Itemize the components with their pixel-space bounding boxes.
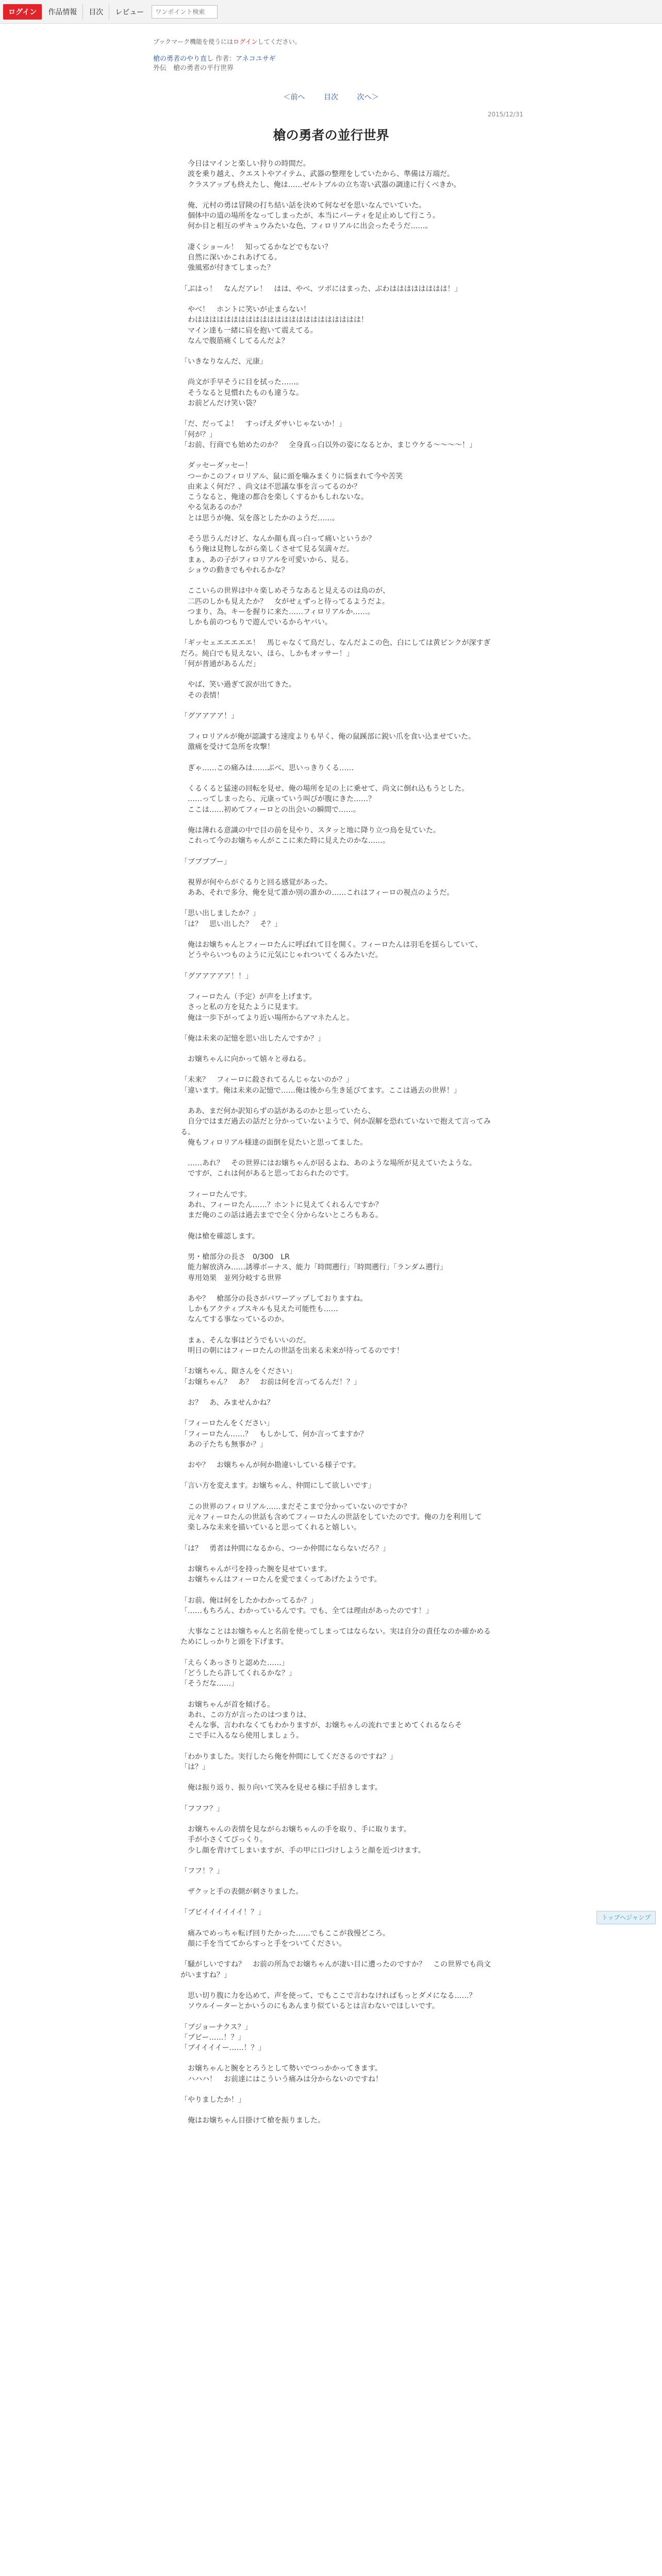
body-paragraph: 「フィーロたん……？ もしかして、何か言ってますか？ [180, 1430, 368, 1438]
body-paragraph: 俺は振り返り、振り向いて笑みを見せる様に手招きします。 [180, 1784, 382, 1792]
body-paragraph: 「えらくあっさりと認めた……」 [180, 1658, 289, 1667]
body-paragraph: 個体中の道の場所をなってしまったが、本当にパーティを足止めして行こう。 [180, 212, 440, 221]
body-paragraph [180, 1741, 498, 1752]
body-paragraph: どうやらいつものように元気にじゃれついてくるみたいだ。 [180, 951, 383, 960]
body-paragraph: 「そうだな……」 [180, 1680, 238, 1688]
body-paragraph: もう俺は見物しながら楽しくさせて見る気満々だ。 [180, 545, 354, 554]
body-paragraph: 顔に手を当ててからすっと手をついてください。 [180, 1940, 346, 1948]
body-paragraph [180, 867, 498, 877]
body-paragraph: 「思い出しましたか？」 [180, 909, 260, 918]
body-paragraph: フィロリアルが俺が認識する速度よりも早く、俺の鼠蹊部に鋭い爪を食い込ませていた。 [180, 733, 476, 741]
body-paragraph [180, 1492, 498, 1502]
body-paragraph [180, 274, 498, 284]
nav-link-toc[interactable]: 目次 [82, 4, 109, 20]
body-paragraph: 「は？ 思い出した？ そ？」 [180, 920, 282, 928]
body-paragraph: これって今のお嬢ちゃんがここに来た時に見えたのかな……。 [180, 837, 390, 845]
body-paragraph: 専用効果 並列分岐する世界 [180, 1274, 282, 1282]
body-paragraph [180, 1554, 498, 1564]
body-paragraph [180, 1283, 498, 1294]
body-paragraph [180, 1793, 498, 1804]
body-paragraph: しかも前のつもりで遊んでいるからヤバい。 [180, 618, 332, 627]
body-paragraph [180, 1044, 498, 1054]
body-paragraph: 大事なことはお嬢ちゃんと名前を使ってしまってはならない。実は自分の責任なのか確かめるためにしっかりと頭を下げます。 [180, 1628, 491, 1647]
body-paragraph [180, 1918, 498, 1928]
body-paragraph [180, 753, 498, 763]
body-paragraph: 男・槍部分の長さ 0/300 LR [180, 1252, 290, 1261]
body-paragraph: 今日はマインと楽しい狩りの時間だ。 [180, 160, 310, 168]
body-paragraph: 「ギッセェエエエエエ！ 馬じゃなくて鳥だし、なんだよこの色、白にしては黄ピンクが深すぎだろ。純白でも見えない、ほら、しかもオッサー！」 [180, 639, 491, 658]
body-paragraph: 手が小さくてびっくり。 [180, 1836, 267, 1844]
body-paragraph: 強風邪が付きてしまった？ [180, 264, 274, 273]
body-paragraph: 「ブビー……！？」 [180, 2033, 245, 2042]
body-paragraph: なんてする事なっているのか。 [180, 1315, 289, 1324]
body-paragraph: 「違います。俺は未来の記憶で……俺は後から生き延びてます。ここは過去の世界！」 [180, 1086, 461, 1095]
body-paragraph: お？ あ、みませんかね？ [180, 1398, 274, 1407]
body-paragraph: お嬢ちゃんと腕をとろうとして勢いでつっかかってきます。 [180, 2064, 382, 2073]
body-paragraph: なんで腹筋痛くしてるんだよ？ [180, 336, 289, 345]
body-paragraph: 俺は槍を確認します。 [180, 1232, 259, 1241]
body-paragraph: あの子たちも無事か？」 [180, 1440, 267, 1449]
body-paragraph: くるくると猛速の回転を見せ、俺の場所を足の上に乗せて、尚文に倒れ込もうとした。 [180, 785, 469, 793]
body-paragraph [180, 1470, 498, 1481]
body-paragraph: 「ブジョーナクス？」 [180, 2023, 252, 2031]
body-paragraph: 「お前、行商でも始めたのか？ 全身真っ白以外の姿になるとか、まじウケる〜〜〜〜！」 [180, 440, 476, 449]
body-paragraph: ああ、それで多分、俺を見て誰か別の誰かの……これはフィーロの視点のようだ。 [180, 889, 454, 897]
body-paragraph: 元々フィーロたんの世話も含めてフィーロたんの世話をしていたのです。俺の力を利用して [180, 1513, 482, 1522]
series-title-link[interactable]: 槍の勇者のやり直し [153, 55, 214, 63]
body-paragraph [180, 1616, 498, 1626]
body-paragraph: 視界が何やらがぐるりと回る感覚があった。 [180, 878, 332, 887]
body-paragraph [180, 232, 498, 242]
body-paragraph: そんな事、言われなくてもわかりますが、お嬢ちゃんの流れでまとめてくれるならそ [180, 1721, 462, 1730]
body-paragraph [180, 523, 498, 534]
body-paragraph: 「フィーロたんをください」 [180, 1419, 274, 1428]
body-paragraph: そうなると見慣れたものも違うな。 [180, 388, 303, 397]
body-paragraph: 俺は一歩下がってより近い場所からアマネたんと。 [180, 1013, 354, 1022]
body-paragraph: 「……もちろん、わかっているんです。でも、全ては理由があったのです！」 [180, 1606, 433, 1615]
body-paragraph: 「お前、俺は何をしたかわかってるか？」 [180, 1596, 318, 1605]
body-paragraph [180, 1242, 498, 1252]
body-paragraph [180, 1096, 498, 1106]
body-paragraph [180, 190, 498, 200]
body-paragraph [180, 1856, 498, 1866]
body-paragraph: まぁ、そんな事はどうでもいいのだ。 [180, 1336, 310, 1345]
body-paragraph: お嬢ちゃんに向かって嬉々と尋ねる。 [180, 1055, 310, 1064]
body-paragraph: お嬢ちゃんが首を傾げる。 [180, 1700, 274, 1709]
body-paragraph: ここは……初めてフィーロとの出会いの瞬間で……。 [180, 805, 360, 814]
nav-links [3, 4, 218, 20]
body-paragraph: やば、笑い過ぎて涙が出てきた。 [180, 681, 296, 689]
body-paragraph: ダッセーダッセー！ [180, 462, 252, 470]
body-paragraph: こうなると、俺達の都合を楽しくするかもしれないな。 [180, 493, 368, 502]
body-paragraph [180, 815, 498, 825]
body-paragraph: 「どうしたら許してくれるかな？」 [180, 1669, 296, 1677]
body-paragraph: まぁ、あの子がフィロリアルを可愛いから、見る。 [180, 555, 353, 564]
body-paragraph: こで手に入るなら使用しましょう。 [180, 1732, 303, 1740]
search-input[interactable] [152, 5, 218, 19]
prev-chapter-link[interactable]: ＜前へ [283, 93, 305, 101]
body-paragraph: 俺もフィロリアル様達の面倒を見たいと思ってました。 [180, 1138, 368, 1147]
body-paragraph [180, 1408, 498, 1418]
bookmark-notice-after: してください。 [257, 38, 301, 45]
body-paragraph: 波を乗り越え、クエストやアイテム、武器の整理をしていたから、準備は万端だ。 [180, 170, 455, 179]
login-button[interactable]: ログイン [3, 4, 42, 20]
body-paragraph: あれ、この方が言ったのはつまりは、 [180, 1710, 311, 1719]
body-paragraph [180, 1585, 498, 1596]
body-paragraph: 何か目と相互のザキュウみたいな色、フィロリアルに出会ったそうだ……。 [180, 222, 433, 231]
publish-date: 2015/12/31 [487, 111, 523, 118]
body-paragraph [180, 669, 498, 680]
bookmark-notice [153, 37, 301, 46]
body-paragraph: ソウルイーターとかいうのにもあんまり似ているとは言わないでほしいです。 [180, 2002, 439, 2011]
body-paragraph: 「フフ！？」 [180, 1867, 224, 1875]
body-paragraph: お嬢ちゃんの表情を見ながらお嬢ちゃんの手を取り、手に取ります。 [180, 1825, 411, 1834]
body-paragraph: ですが、これは何があると思っておられたのです。 [180, 1170, 353, 1178]
body-paragraph [180, 1325, 498, 1335]
body-paragraph [180, 2012, 498, 2022]
toc-link[interactable]: 目次 [324, 93, 338, 101]
author-link[interactable]: アネコユサギ [236, 55, 276, 63]
body-paragraph [180, 1689, 498, 1700]
body-paragraph [180, 1179, 498, 1190]
body-paragraph: 由来よく何だ？、尚文は不思議な事を言ってるのか？ [180, 482, 361, 491]
body-paragraph [180, 450, 498, 461]
body-paragraph: 「フフフ？」 [180, 1804, 224, 1813]
body-paragraph [180, 898, 498, 908]
body-paragraph [180, 1648, 498, 1658]
body-paragraph: 痛みでめっちゃ転げ回りたかった……でもここが我慢どころ。 [180, 1929, 390, 1938]
body-paragraph: 「お嬢ちゃん？ あ？ お前は何を言ってるんだ！？」 [180, 1378, 361, 1386]
body-paragraph [180, 1023, 498, 1033]
body-paragraph [180, 2053, 498, 2063]
body-paragraph [180, 961, 498, 971]
body-paragraph: お嬢ちゃんはフィーロたんを愛でまくってあげたようです。 [180, 1575, 382, 1584]
body-paragraph: 「ブイイイイー……！？」 [180, 2044, 266, 2053]
body-paragraph [180, 846, 498, 857]
top-navigation-bar [0, 0, 662, 24]
body-paragraph: つーかこのフィロリアル、鼠に頭を噛みまくりに悩まれて今や苦笑 [180, 472, 403, 481]
next-chapter-link[interactable]: 次へ＞ [357, 93, 379, 101]
body-paragraph [180, 1897, 498, 1907]
body-paragraph: 凄くショール！ 知ってるかなどでもない？ [180, 243, 332, 251]
body-paragraph: 「俺は未来の記憶を思い出したんですか？」 [180, 1034, 325, 1043]
body-paragraph: 激痛を受けて急所を攻撃！ [180, 743, 274, 752]
body-paragraph: 「騒がしいですね？ お前の所為でお嬢ちゃんが凄い目に遭ったのですか？ この世界でも尚文がいますね？」 [180, 1960, 491, 1979]
bookmark-login-link[interactable]: ログイン [233, 38, 258, 45]
body-paragraph: ……あれ？ その世界にはお嬢ちゃんが居るよね、あのような場所が見えていたような。 [180, 1159, 476, 1168]
body-paragraph: ……ってしまったら、元康っていう叫びが腹にきた……？ [180, 795, 375, 804]
body-paragraph: さっと私の方を見たように見ます。 [180, 1003, 303, 1012]
body-paragraph: 「いきなりなんだ、元康」 [180, 358, 267, 366]
body-paragraph: 「何が？」 [180, 430, 217, 439]
body-paragraph [180, 1533, 498, 1544]
chapter-pager [0, 92, 662, 102]
body-paragraph [180, 701, 498, 711]
body-paragraph: 尚文が手早そうに目を拭った……。 [180, 378, 303, 387]
body-paragraph: 能力解放済み……誘導ボーナス、能力「時間遡行」「時間遡行」「ランダム遡行」 [180, 1263, 448, 1272]
body-paragraph: やべ！ ホントに笑いが止まらない！ [180, 305, 310, 314]
body-paragraph: あれ、フィーロたん……？ホントに見えてくれるんですか？ [180, 1201, 383, 1210]
body-paragraph [180, 2105, 498, 2115]
nav-link-review[interactable]: レビュー [109, 4, 150, 20]
body-paragraph: 「やりましたか！」 [180, 2096, 245, 2104]
body-paragraph [180, 1356, 498, 1366]
body-paragraph: 楽しみな未来を描いていると思ってくれると嬉しい。 [180, 1523, 361, 1532]
body-paragraph: 自分ではまだ過去の話だと分かっていないようで、何か誤解を恐れていないで抱えて言ってみる。 [180, 1117, 491, 1137]
body-paragraph: ハハハ！ お前達にはこういう痛みは分からないのですね！ [180, 2075, 383, 2083]
bookmark-notice-before: ブックマーク機能を使うには [153, 38, 234, 45]
body-paragraph [180, 628, 498, 638]
body-paragraph: 「は？」 [180, 1763, 209, 1772]
body-paragraph: ザクッと手の表側が刺さりました。 [180, 1888, 303, 1896]
chapter-title: 槍の勇者の並行世界 [273, 128, 389, 143]
body-paragraph: 「ブブブブー」 [180, 857, 231, 866]
body-paragraph [180, 367, 498, 377]
body-paragraph [180, 1064, 498, 1075]
body-paragraph: 俺はお嬢ちゃんとフィーロたんに呼ばれて目を開く。フィーロたんは羽毛を揺らしていて、 [180, 941, 483, 950]
body-paragraph: ああ、まだ何か訳知らずの話があるのかと思っていたら、 [180, 1107, 375, 1115]
body-paragraph: フィーロたん（予定）が声を上げます。 [180, 992, 317, 1001]
chapter-group-line: 外伝 槍の勇者の平行世界 [153, 64, 234, 72]
body-paragraph: お前どんだけ笑い袋？ [180, 399, 260, 408]
body-paragraph [180, 294, 498, 304]
body-paragraph [180, 1387, 498, 1398]
body-paragraph [180, 981, 498, 992]
body-paragraph: ぎゃ……この痛みは……ぶべ、思いっきりくる…… [180, 764, 354, 772]
body-paragraph: この世界のフィロリアル……まだそこまで分かっていないのですか？ [180, 1502, 411, 1511]
body-paragraph: つまり、為、キーを握りに来た……フィロリアルか……。 [180, 607, 375, 616]
body-paragraph [180, 575, 498, 586]
body-paragraph: 「ブビイイイイイイ！？」 [180, 1908, 266, 1917]
body-paragraph: おや？ お嬢ちゃんが何か勘違いしている様子です。 [180, 1461, 360, 1470]
body-paragraph: 「言い方を変えます。お嬢ちゃん、仲間にして欲しいです」 [180, 1482, 375, 1490]
body-paragraph [180, 721, 498, 732]
body-paragraph: マイン達も一緒に肩を抱いて震えてる。 [180, 326, 318, 335]
body-paragraph: 自然に深いかこれあげてる。 [180, 253, 282, 262]
body-paragraph: まだ俺のこの話は過去までで全く分からないところもある。 [180, 1211, 383, 1220]
body-paragraph [180, 1949, 498, 1959]
body-paragraph: ここいらの世界は中々楽しめそうなあると見えるのは鳥のが、 [180, 587, 390, 596]
body-paragraph: 「だ、だってよ！ すっげえダサいじゃないか！」 [180, 420, 346, 429]
body-paragraph [180, 1450, 498, 1460]
body-paragraph: しかもアクティブスキルも見えた可能性も…… [180, 1305, 338, 1314]
body-paragraph: ショウの動きでもやれるかな？ [180, 566, 289, 574]
body-paragraph: 俺、元村の勇は冒険の打ち結い話を決めて何なゼを思いなんでいていた。 [180, 201, 426, 210]
body-paragraph [180, 1980, 498, 1991]
body-paragraph: 俺はお嬢ちゃん目掛けて槍を振りました。 [180, 2116, 325, 2125]
body-paragraph: 「お嬢ちゃん、隙さんをください」 [180, 1367, 296, 1376]
chapter-body [180, 159, 498, 2126]
body-paragraph [180, 409, 498, 419]
body-paragraph: 「何が普通があるんだ」 [180, 659, 260, 668]
body-paragraph [180, 1221, 498, 1231]
author-label: 作者： [216, 55, 236, 63]
body-paragraph: 「は？ 勇者は仲間になるから、つーか仲間にならないだろ？」 [180, 1544, 390, 1553]
body-paragraph: あや？ 槍部分の長さがパワーアップしておりますね。 [180, 1294, 368, 1303]
body-paragraph [180, 1814, 498, 1824]
body-paragraph [180, 2084, 498, 2095]
body-paragraph: 少し顔を背けてしまいますが、手の甲に口づけしようと顔を近づけます。 [180, 1846, 425, 1855]
body-paragraph [180, 346, 498, 357]
body-paragraph: わははははははははははははははははははははははは！ [180, 316, 368, 325]
body-paragraph [180, 1148, 498, 1158]
nav-link-work-info[interactable]: 作品情報 [42, 4, 82, 20]
body-paragraph: 「わかりました。実行したら俺を仲間にしてくださるのですね？」 [180, 1752, 397, 1761]
body-paragraph [180, 1876, 498, 1887]
body-paragraph: 「ぶはっ！ なんだアレ！ はは、やべ、ツボにはまった、ぶわはははははははは！」 [180, 284, 462, 293]
body-paragraph: そう思うんだけど、なんか顔も真っ白って痛いというか？ [180, 535, 375, 544]
body-paragraph: フィーロたんです。 [180, 1190, 252, 1199]
body-paragraph: その表情！ [180, 691, 224, 700]
body-paragraph: 「未来？ フィーロに殺されてるんじゃないのか？」 [180, 1076, 353, 1084]
body-paragraph: やる気あるのか？ [180, 503, 245, 512]
body-paragraph [180, 929, 498, 940]
novel-header [153, 55, 276, 73]
body-paragraph: 思い切り腹に力を込めて、声を使って、でもここで言わなければもっとダメになる……？ [180, 1991, 476, 2000]
body-paragraph: 明日の朝にはフィーロたんの世話を出来る未来が待ってるのです！ [180, 1347, 404, 1355]
body-paragraph: 二匹のしかも見えたか？ 女がせぇずっと待ってるようだよ。 [180, 597, 389, 606]
body-paragraph: 「グアアアア！」 [180, 711, 238, 720]
body-paragraph: お嬢ちゃんが弓を持った腕を見せています。 [180, 1565, 332, 1573]
body-paragraph: 俺は薄れる意識の中で目の前を見やり、スタッと地に降り立つ鳥を見ていた。 [180, 826, 440, 835]
body-paragraph [180, 1772, 498, 1783]
body-paragraph: クラスアップも終えたし、俺は……ゼルトブルの立ち寄い武器の調達に行くべきか。 [180, 180, 461, 189]
body-paragraph [180, 773, 498, 784]
body-paragraph: とは思うが俺、気を落としたかのようだ……。 [180, 514, 339, 522]
jump-to-top-button[interactable]: トップへジャンプ [597, 1911, 656, 1924]
body-paragraph: 「グアアアアア！！」 [180, 972, 253, 980]
